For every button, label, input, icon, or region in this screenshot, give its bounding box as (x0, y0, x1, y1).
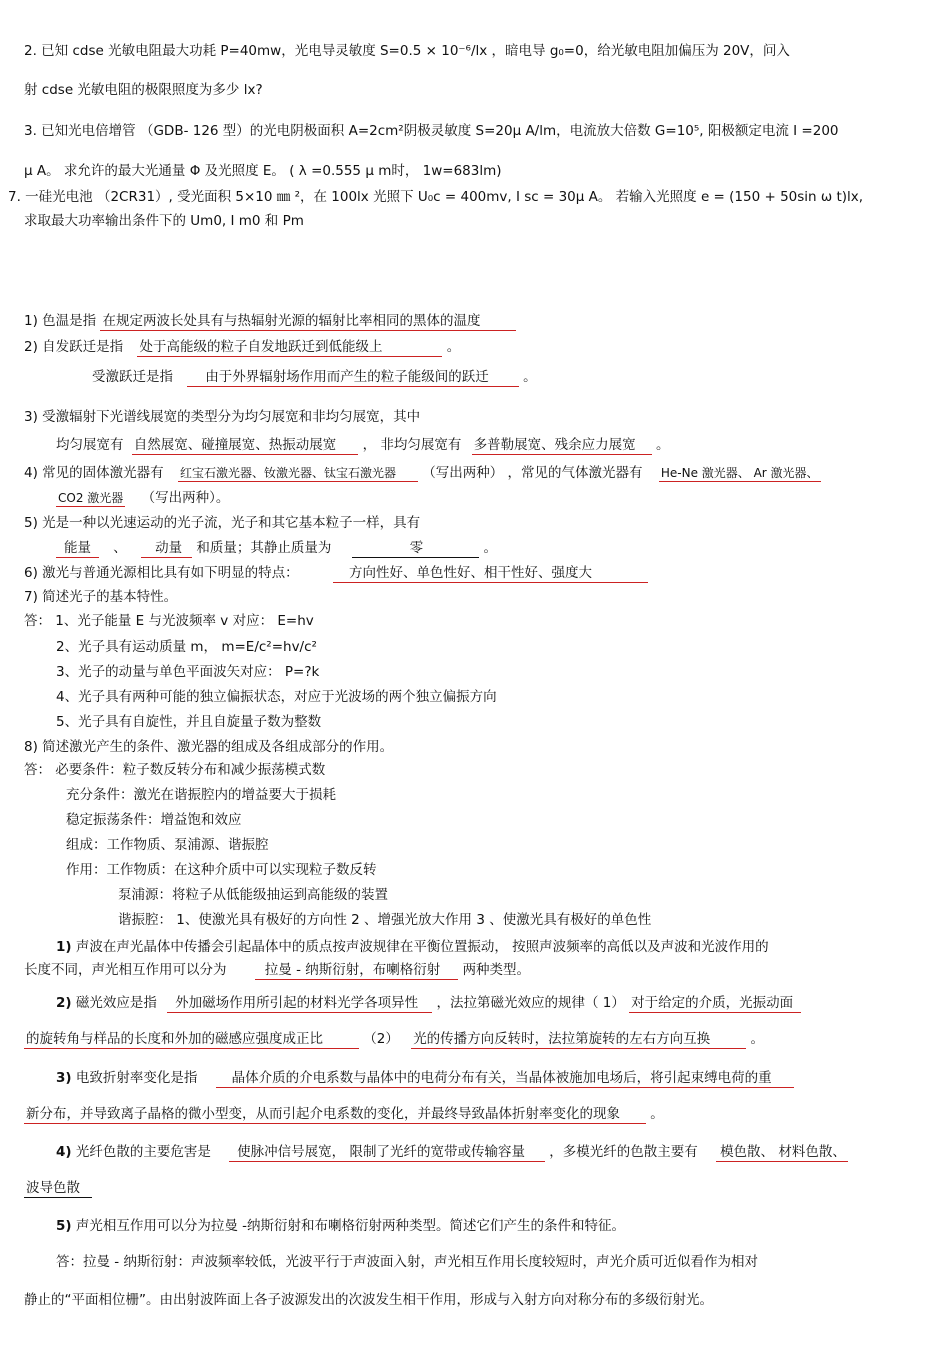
sec-3-line-2: 新分布，并导致离子晶格的微小型变，从而引起介电系数的变化，并最终导致晶体折射率变化的现象 。 (26, 1106, 664, 1122)
answer-electro-optic-1: 晶体介质的介电系数与晶体中的电荷分布有关，当晶体被施加电场后，将引起束缚电荷的重 (216, 1070, 794, 1088)
problem-7-line-2: 求取最大功率输出条件下的 Um0, I m0 和 Pm (24, 213, 304, 229)
question-8-title: 8) 简述激光产生的条件、激光器的组成及各组成部分的作用。 (24, 739, 394, 755)
question-8-line: 谐振腔： 1、使激光具有极好的方向性 2 、增强光放大作用 3 、使激光具有极好的单色性 (118, 912, 652, 928)
answer-homogeneous-broadening: 自然展宽、碰撞展宽、热振动展宽 (132, 437, 359, 455)
question-7-line: 4、光子具有两种可能的独立偏振状态，对应于光波场的两个独立偏振方向 (56, 689, 497, 705)
answer-momentum: 动量 (141, 540, 192, 558)
sec-5-answer-2: 静止的“平面相位栅”。由出射波阵面上各子波源发出的次波发生相干作用，形成与入射方向对称分布的多级衍射光。 (24, 1292, 713, 1308)
question-8-line: 稳定振荡条件：增益饱和效应 (66, 812, 242, 828)
answer-gas-lasers: He-Ne 激光器、 Ar 激光器、 (660, 466, 819, 480)
sec-2-line-2: 的旋转角与样品的长度和外加的磁感应强度成正比 （2） 光的传播方向反转时，法拉第旋转的左右方向互换 。 (26, 1031, 764, 1047)
question-7-line: 5、光子具有自旋性，并且自旋量子数为整数 (56, 714, 322, 730)
question-7-line: 2、光子具有运动质量 m， m=E/c²=hv/c² (56, 639, 317, 655)
sec-5-title: 5) 声光相互作用可以分为拉曼 -纳斯衍射和布喇格衍射两种类型。简述它们产生的条件和特征。 (56, 1218, 626, 1234)
answer-solid-lasers: 红宝石激光器、钕激光器、钛宝石激光器 (178, 466, 418, 482)
fill-6: 6) 激光与普通光源相比具有如下明显的特点： 方向性好、单色性好、相干性好、强度大 (24, 564, 648, 582)
sec-1-line-1: 1) 声波在声光晶体中传播会引起晶体中的质点按声波规律在平衡位置振动， 按照声波频率的高低以及声波和光波作用的 (56, 939, 769, 955)
fill-4: 4) 常见的固体激光器有 红宝石激光器、钕激光器、钛宝石激光器 （写出两种） ，常见的气体激光器有 He-Ne 激光器、 Ar 激光器、 (24, 465, 819, 481)
sec-1-line-2: 长度不同，声光相互作用可以分为 拉曼 - 纳斯衍射，布喇格衍射 两种类型。 (24, 962, 531, 978)
question-8-line: 组成：工作物质、泵浦源、谐振腔 (66, 837, 269, 853)
answer-spontaneous-transition: 处于高能级的粒子自发地跃迁到低能级上 (137, 339, 442, 357)
fill-5b: 能量 、 动量 和质量；其静止质量为 零 。 (56, 539, 497, 557)
problem-2-line-2: 射 cdse 光敏电阻的极限照度为多少 lx? (24, 82, 263, 98)
fill-3: 3) 受激辐射下光谱线展宽的类型分为均匀展宽和非均匀展宽，其中 (24, 409, 421, 425)
answer-stimulated-transition: 由于外界辐射场作用而产生的粒子能级间的跃迁 (187, 369, 519, 387)
answer-faraday-rule-2: 光的传播方向反转时，法拉第旋转的左右方向互换 (411, 1031, 746, 1049)
problem-7-line-1: 7. 一硅光电池 （2CR31）, 受光面积 5×10 ㎜ ²，在 100lx 光照下 U₀c = 400mv, I sc = 30μ A。 若输入光照度 e = (150 + 50sin ω t)lx, (8, 189, 864, 205)
fill-1: 1) 色温是指 在规定两波长处具有与热辐射光源的辐射比率相同的黑体的温度 (24, 312, 516, 330)
answer-co2-laser: CO2 激光器 (58, 491, 124, 505)
answer-dispersion-harm: 使脉冲信号展宽， 限制了光纤的宽带或传输容量 (229, 1144, 545, 1162)
fill-5: 5) 光是一种以光速运动的光子流，光子和其它基本粒子一样，具有 (24, 515, 421, 531)
fill-2: 2) 自发跃迁是指 处于高能级的粒子自发地跃迁到低能级上 。 (24, 339, 461, 355)
problem-3-line-2: μ A。 求允许的最大光通量 Φ 及光照度 E。 ( λ =0.555 μ m时， 1w=683lm) (24, 163, 502, 179)
fill-4b: CO2 激光器 （写出两种）。 (58, 490, 230, 506)
answer-acousto-optic-types: 拉曼 - 纳斯衍射，布喇格衍射 (255, 962, 458, 980)
answer-waveguide-dispersion: 波导色散 (24, 1180, 92, 1198)
question-8-line: 作用：工作物质：在这种介质中可以实现粒子数反转 (66, 862, 377, 878)
question-7-line: 答： 1、光子能量 E 与光波频率 v 对应： E=hv (24, 613, 314, 629)
answer-laser-features: 方向性好、单色性好、相干性好、强度大 (333, 565, 648, 583)
problem-2-line-1: 2. 已知 cdse 光敏电阻最大功耗 P=40mw，光电导灵敏度 S=0.5 × 10⁻⁶/lx ，暗电导 g₀=0，给光敏电阻加偏压为 20V，问入 (24, 43, 790, 59)
answer-electro-optic-2: 新分布，并导致离子晶格的微小型变，从而引起介电系数的变化，并最终导致晶体折射率变化的现象 (24, 1106, 646, 1124)
problem-3-line-1: 3. 已知光电倍增管 （GDB- 126 型）的光电阴极面积 A=2cm²阴极灵敏度 S=20μ A/lm，电流放大倍数 G=10⁵, 阳极额定电流 I =200 (24, 123, 839, 139)
answer-multimode-dispersion: 模色散、 材料色散、 (716, 1144, 848, 1162)
answer-color-temperature: 在规定两波长处具有与热辐射光源的辐射比率相同的黑体的温度 (100, 313, 516, 331)
sec-2-line-1: 2) 磁光效应是指 外加磁场作用所引起的材料光学各项异性 ，法拉第磁光效应的规律（ 1） 对于给定的介质，光振动面 (56, 994, 801, 1012)
answer-faraday-rule-1a: 对于给定的介质，光振动面 (629, 995, 801, 1013)
fill-2b: 受激跃迁是指 由于外界辐射场作用而产生的粒子能级间的跃迁 。 (92, 369, 537, 385)
answer-magneto-optic-effect: 外加磁场作用所引起的材料光学各项异性 (167, 995, 432, 1013)
question-8-line: 充分条件：激光在谐振腔内的增益要大于损耗 (66, 787, 336, 803)
answer-energy: 能量 (56, 540, 99, 558)
question-8-line: 答： 必要条件：粒子数反转分布和减少振荡模式数 (24, 762, 326, 778)
sec-3-line-1: 3) 电致折射率变化是指 晶体介质的介电系数与晶体中的电荷分布有关，当晶体被施加电场后，将引起束缚电荷的重 (56, 1069, 794, 1087)
sec-4-line-1: 4) 光纤色散的主要危害是 使脉冲信号展宽， 限制了光纤的宽带或传输容量 ，多模光纤的色散主要有 模色散、 材料色散、 (56, 1144, 846, 1160)
sec-5-answer-1: 答：拉曼 - 纳斯衍射：声波频率较低，光波平行于声波面入射，声光相互作用长度较短时，声光介质可近似看作为相对 (56, 1254, 758, 1270)
sec-4-line-2 (24, 1179, 92, 1197)
answer-rest-mass: 零 (352, 540, 480, 558)
question-7-line: 3、光子的动量与单色平面波矢对应： P=?k (56, 664, 320, 680)
question-7-title: 7) 简述光子的基本特性。 (24, 589, 178, 605)
question-8-line: 泵浦源：将粒子从低能级抽运到高能级的装置 (118, 887, 388, 903)
answer-inhomogeneous-broadening: 多普勒展宽、残余应力展宽 (472, 437, 652, 455)
answer-faraday-rule-1b: 的旋转角与样品的长度和外加的磁感应强度成正比 (24, 1031, 359, 1049)
fill-3b: 均匀展宽有 自然展宽、碰撞展宽、热振动展宽 ， 非均匀展宽有 多普勒展宽、残余应力展宽 。 (56, 437, 670, 453)
